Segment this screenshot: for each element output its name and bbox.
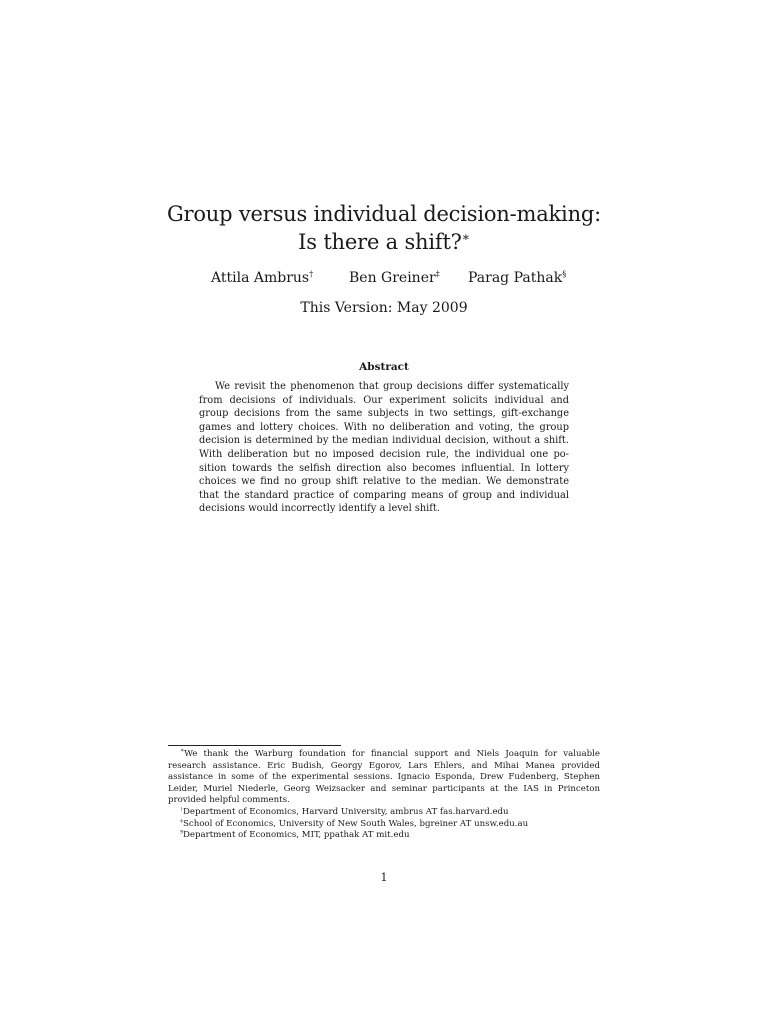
abstract-line: from decisions of individuals. Our experiment solicits individual and: [199, 394, 569, 406]
abstract-line: choices we find no group shift relative to the median. We demonstrate: [199, 476, 569, 488]
footnote-thanks-line: research assistance. Eric Budish, Georgy Egorov, Lars Ehlers, and Mihai Manea provided: [168, 760, 600, 771]
footnote-thanks-line: assistance in some of the experimental sessions. Ignacio Esponda, Drew Fudenberg, Stephen: [168, 772, 600, 783]
footnote-thanks-line: provided helpful comments.: [168, 795, 290, 806]
footnote-text: Department of Economics, Harvard University, ambrus AT fas.harvard.edu: [183, 806, 509, 817]
abstract-heading: Abstract: [359, 361, 409, 373]
abstract-line: that the standard practice of comparing means of group and individual: [199, 489, 569, 501]
author-footnote-mark: §: [562, 268, 567, 279]
footnote-mark: †: [180, 806, 184, 813]
footnotes: [168, 749, 600, 842]
paper-title-line-2: [0, 228, 768, 256]
title-footnote-mark: ∗: [461, 230, 470, 244]
footnote-mark: §: [180, 830, 184, 836]
footnote-affiliation-ambrus: [168, 807, 600, 819]
author-ambrus: [211, 270, 313, 286]
version-date: This Version: May 2009: [300, 300, 468, 316]
footnote-thanks-line: Leider, Muriel Niederle, Georg Weizsacker and seminar participants at the IAS in Princeton: [168, 783, 600, 794]
abstract-body: [199, 380, 569, 516]
abstract-line: decisions would incorrectly identify a level shift.: [199, 503, 440, 515]
footnote-rule: [168, 745, 341, 746]
footnote-text: School of Economics, University of New South Wales, bgreiner AT unsw.edu.au: [183, 818, 529, 829]
abstract-line: group decisions from the same subjects in two settings, gift-exchange: [199, 408, 569, 420]
footnote-mark: ‡: [180, 818, 184, 824]
abstract-line: With deliberation but no imposed decision rule, the individual one po-: [199, 448, 569, 460]
author-name: Parag Pathak: [468, 270, 563, 286]
author-name: Ben Greiner: [349, 270, 436, 286]
author-pathak: [468, 270, 566, 286]
footnote-text: Department of Economics, MIT, ppathak AT mit.edu: [183, 830, 410, 841]
footnote-affiliation-pathak: [168, 830, 600, 842]
abstract-line: We revisit the phenomenon that group decisions differ systematically: [215, 381, 569, 392]
footnote-text: We thank the Warburg foundation for financial support and Niels Joaquin for valuable: [184, 749, 600, 759]
author-footnote-mark: †: [309, 268, 314, 279]
footnote-affiliation-greiner: [168, 819, 600, 831]
author-footnote-mark: ‡: [435, 268, 440, 279]
author-name: Attila Ambrus: [211, 270, 310, 286]
abstract-line: sition towards the selfish direction also becomes influential. In lottery: [199, 462, 569, 474]
paper-title-line-2-text: Is there a shift?: [298, 230, 462, 254]
page-number: 1: [380, 871, 388, 884]
author-list: [0, 270, 768, 292]
paper-title-line-1: Group versus individual decision-making:: [166, 202, 602, 226]
abstract-line: games and lottery choices. With no deliberation and voting, the group: [199, 421, 569, 433]
footnote-mark: ∗: [180, 749, 185, 755]
footnote-thanks-line: [168, 749, 600, 761]
author-greiner: [349, 270, 440, 286]
abstract-line: decision is determined by the median individual decision, without a shift.: [199, 435, 569, 447]
